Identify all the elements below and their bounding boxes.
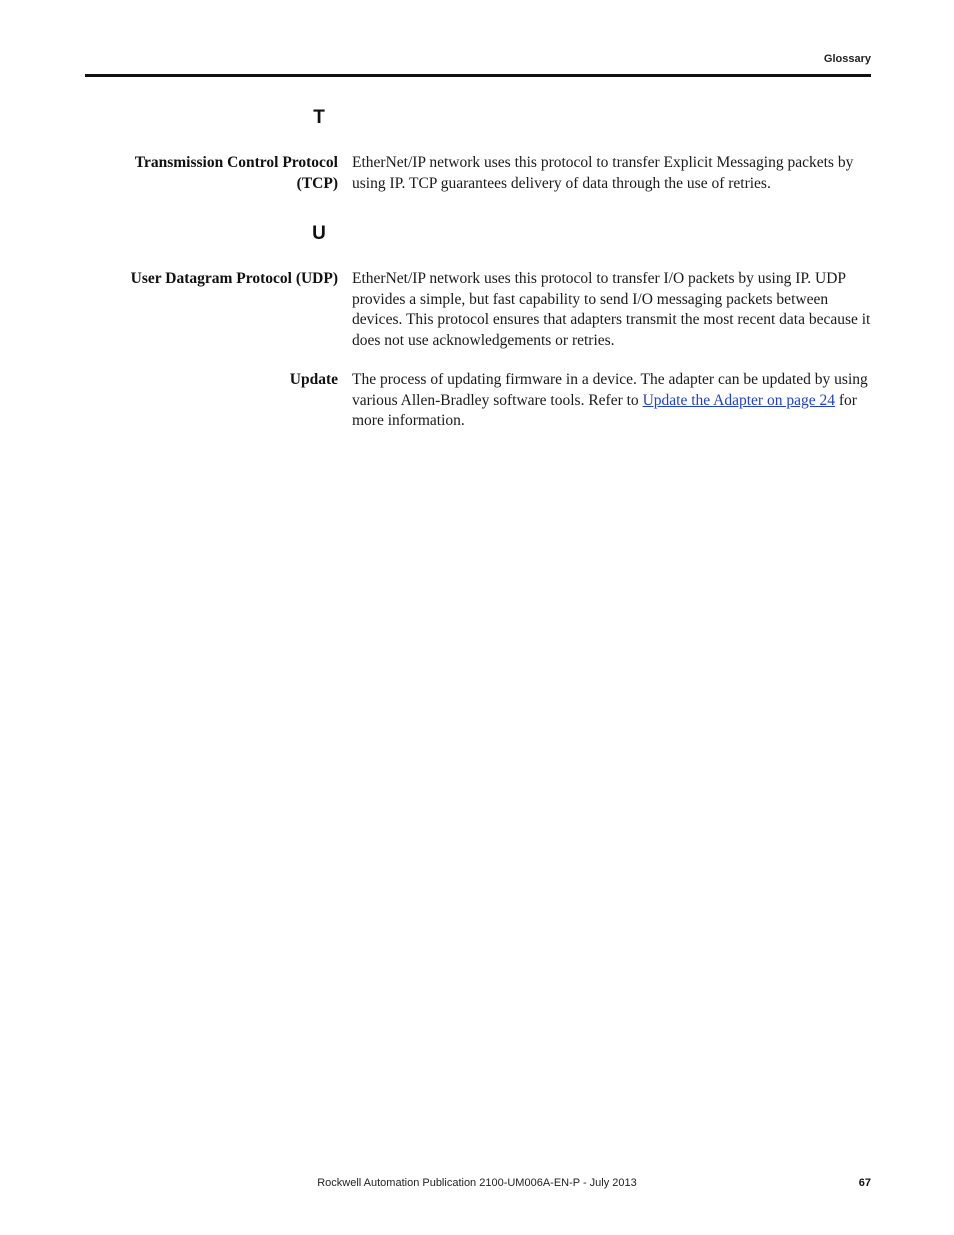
term-tcp — [95, 152, 338, 194]
definition-udp: EtherNet/IP network uses this protocol to transfer I/O packets by using IP. UDP provides a simple, but fast capability to send I/O messaging packets between devices. This protocol ensures that adapters transmit the most recent data because it does not use acknowledgements or retries. — [352, 270, 871, 349]
footer-publication: Rockwell Automation Publication 2100-UM006A-EN-P - July 2013 — [317, 1177, 637, 1189]
footer-page-number: 67 — [858, 1177, 871, 1189]
definition-update-text: The process of updating firmware in a device. The adapter can be updated by using various Allen-Bradley software tools. Refer to — [352, 371, 868, 409]
term-tcp-line1: Transmission Control Protocol — [134, 154, 338, 171]
definition-update-text-end: for more information. — [352, 391, 857, 429]
header-rule — [85, 74, 871, 77]
section-letter-u: U — [312, 223, 326, 244]
term-udp: User Datagram Protocol (UDP) — [130, 270, 338, 287]
definition-update — [352, 370, 872, 432]
term-tcp-line2: (TCP) — [296, 175, 338, 192]
definition-tcp: EtherNet/IP network uses this protocol to transfer Explicit Messaging packets by using IP. TCP guarantees delivery of data through the use of retries. — [352, 154, 854, 192]
term-update: Update — [289, 371, 338, 388]
update-adapter-link[interactable]: Update the Adapter on page 24 — [642, 391, 835, 409]
page-header-label: Glossary — [823, 53, 871, 65]
section-letter-t: T — [313, 107, 325, 128]
